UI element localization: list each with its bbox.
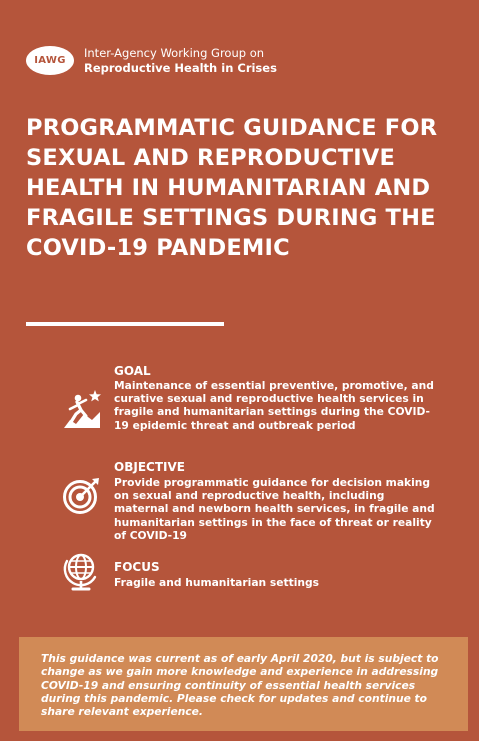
goal-heading: GOAL: [114, 364, 151, 378]
org-name-line2: Reproductive Health in Crises: [84, 61, 277, 75]
focus-text: Fragile and humanitarian settings: [114, 576, 319, 589]
logo-text: IAWG: [34, 55, 66, 66]
iawg-logo: [26, 46, 74, 75]
goal-text: Maintenance of essential preventive, promotive, and curative sexual and reproductive health services in fragile and humanitarian settings during the COVID-19 epidemic threat and outbreak period: [114, 379, 434, 432]
climber-star-icon: [62, 388, 102, 428]
org-name-line1: Inter-Agency Working Group on: [84, 46, 265, 60]
title-divider: [26, 322, 224, 326]
focus-heading: FOCUS: [114, 560, 160, 574]
target-arrow-icon: [62, 475, 102, 515]
objective-heading: OBJECTIVE: [114, 460, 185, 474]
disclaimer-note: This guidance was current as of early April 2020, but is subject to change as we gain more knowledge and experience in addressing COVID-19 and ensuring continuity of essential health services during this pandemic. Please check for updates and continue to share relevant experience.: [19, 637, 468, 731]
org-name: [84, 46, 277, 76]
globe-icon: [62, 552, 102, 592]
page-title: PROGRAMMATIC GUIDANCE FOR SEXUAL AND REPRODUCTIVE HEALTH IN HUMANITARIAN AND FRAGILE SETTINGS DURING THE COVID-19 PANDEMIC: [26, 115, 438, 261]
objective-text: Provide programmatic guidance for decision making on sexual and reproductive health, including maternal and newborn health services, in fragile and humanitarian settings in the face of threat or reality of COVID-19: [114, 476, 435, 542]
